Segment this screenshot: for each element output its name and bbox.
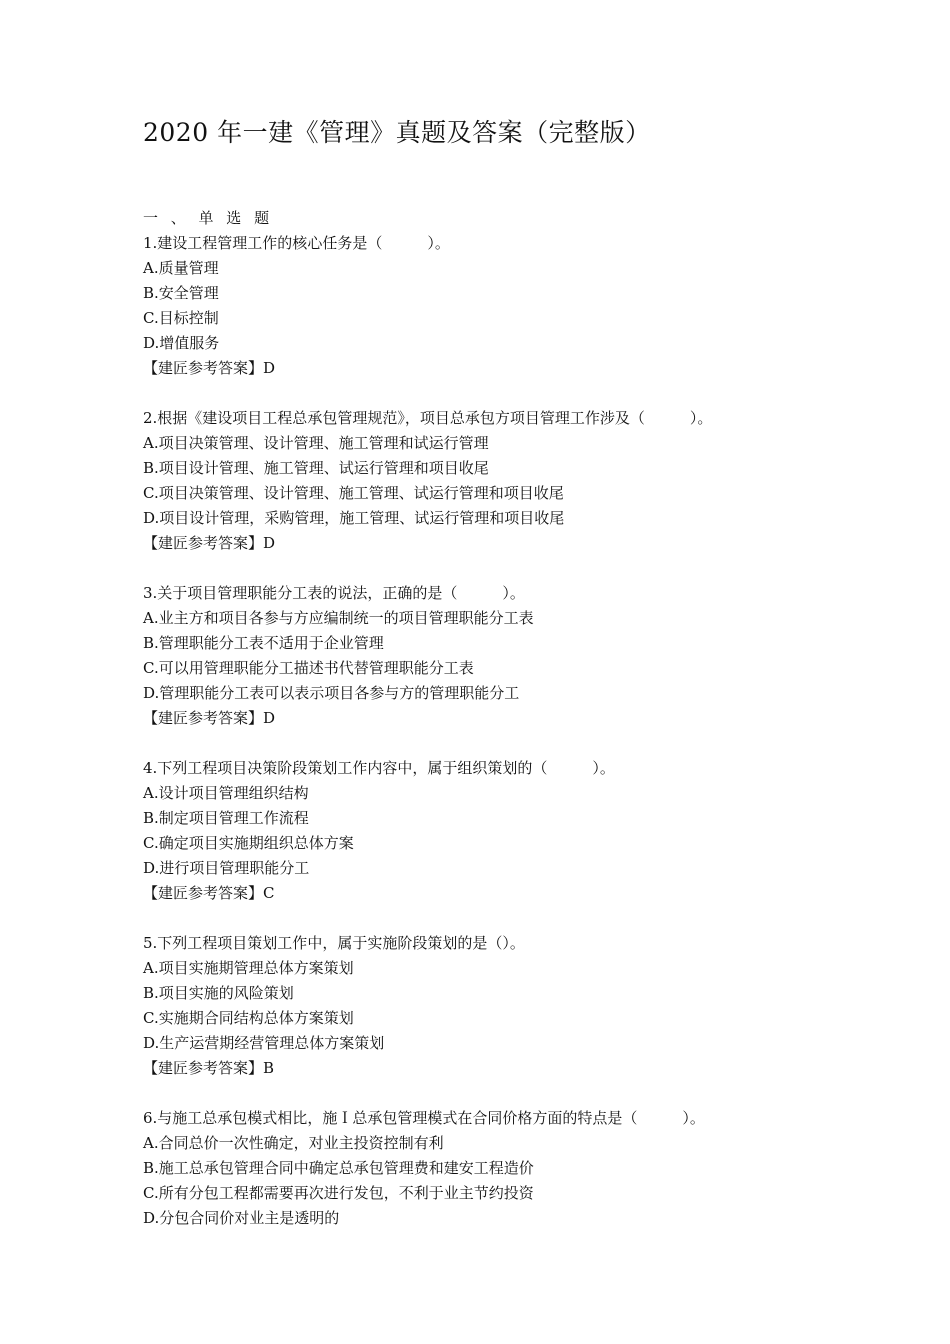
- option-d: D.生产运营期经营管理总体方案策划: [143, 1034, 385, 1052]
- answer-prefix: 【建匠参考答案】: [143, 1059, 264, 1077]
- option-b: B.施工总承包管理合同中确定总承包管理费和建安工程造价: [143, 1159, 534, 1177]
- option-c: C.目标控制: [143, 309, 219, 327]
- answer-value: D: [263, 359, 276, 377]
- option-c: C.确定项目实施期组织总体方案: [143, 834, 354, 852]
- answer-prefix: 【建匠参考答案】: [143, 359, 264, 377]
- option-b: B.项目设计管理、施工管理、试运行管理和项目收尾: [143, 459, 489, 477]
- answer-prefix: 【建匠参考答案】: [143, 884, 264, 902]
- answer-prefix: 【建匠参考答案】: [143, 534, 264, 552]
- option-b: B.管理职能分工表不适用于企业管理: [143, 634, 384, 652]
- option-b: B.制定项目管理工作流程: [143, 809, 309, 827]
- option-c: C.可以用管理职能分工描述书代替管理职能分工表: [143, 659, 474, 677]
- question-stem: 5.下列工程项目策划工作中，属于实施阶段策划的是（）。: [143, 934, 525, 952]
- question-stem: 2.根据《建设项目工程总承包管理规范》，项目总承包方项目管理工作涉及（ ）。: [143, 409, 713, 427]
- option-b: B.项目实施的风险策划: [143, 984, 294, 1002]
- option-a: A.质量管理: [143, 259, 219, 277]
- question-2: [143, 406, 923, 556]
- question-6: [143, 1106, 923, 1231]
- document-content: [143, 206, 923, 1256]
- answer-line: [143, 531, 923, 556]
- option-b: B.安全管理: [143, 284, 219, 302]
- section-heading: 一 、 单 选 题: [143, 209, 274, 227]
- option-d: D.进行项目管理职能分工: [143, 859, 310, 877]
- document-title: 2020 年一建《管理》真题及答案（完整版）: [143, 118, 651, 147]
- option-a: A.项目实施期管理总体方案策划: [143, 959, 354, 977]
- question-3: [143, 581, 923, 731]
- answer-value: C: [263, 884, 275, 902]
- answer-value: D: [263, 534, 276, 552]
- option-d: D.增值服务: [143, 334, 220, 352]
- option-d: D.项目设计管理，采购管理，施工管理、试运行管理和项目收尾: [143, 509, 565, 527]
- answer-line: [143, 1056, 923, 1081]
- question-stem: 6.与施工总承包模式相比，施Ｉ总承包管理模式在合同价格方面的特点是（ ）。: [143, 1109, 705, 1127]
- question-1: [143, 231, 923, 381]
- question-stem: 1.建设工程管理工作的核心任务是（ ）。: [143, 234, 450, 252]
- option-a: A.设计项目管理组织结构: [143, 784, 309, 802]
- answer-value: D: [263, 709, 276, 727]
- option-a: A.业主方和项目各参与方应编制统一的项目管理职能分工表: [143, 609, 534, 627]
- question-4: [143, 756, 923, 906]
- answer-line: [143, 881, 923, 906]
- option-d: D.管理职能分工表可以表示项目各参与方的管理职能分工: [143, 684, 520, 702]
- question-5: [143, 931, 923, 1081]
- answer-prefix: 【建匠参考答案】: [143, 709, 264, 727]
- answer-line: [143, 706, 923, 731]
- option-d: D.分包合同价对业主是透明的: [143, 1209, 340, 1227]
- option-a: A.项目决策管理、设计管理、施工管理和试运行管理: [143, 434, 489, 452]
- option-c: C.项目决策管理、设计管理、施工管理、试运行管理和项目收尾: [143, 484, 564, 502]
- answer-line: [143, 356, 923, 381]
- answer-value: B: [263, 1059, 275, 1077]
- option-c: C.实施期合同结构总体方案策划: [143, 1009, 354, 1027]
- question-stem: 3.关于项目管理职能分工表的说法，正确的是（ ）。: [143, 584, 525, 602]
- option-c: C.所有分包工程都需要再次进行发包，不利于业主节约投资: [143, 1184, 534, 1202]
- question-stem: 4.下列工程项目决策阶段策划工作内容中，属于组织策划的（ ）。: [143, 759, 615, 777]
- option-a: A.合同总价一次性确定，对业主投资控制有利: [143, 1134, 444, 1152]
